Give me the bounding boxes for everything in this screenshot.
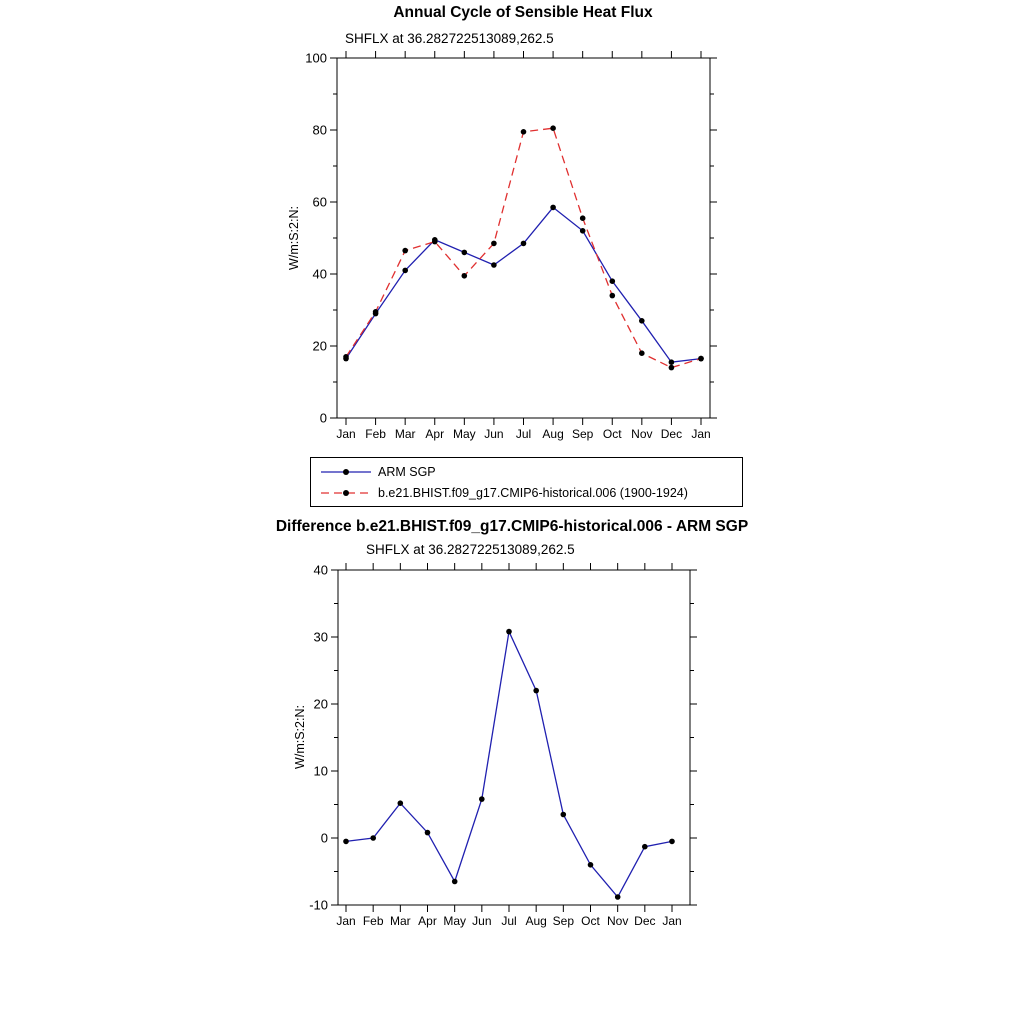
annual-cycle-title: Annual Cycle of Sensible Heat Flux [393, 4, 653, 21]
data-point-marker [550, 205, 556, 211]
legend [310, 457, 743, 507]
data-point-marker [343, 354, 349, 360]
data-point-marker [588, 862, 594, 868]
data-point-marker [639, 318, 645, 324]
difference-subtitle: SHFLX at 36.282722513089,262.5 [366, 542, 575, 557]
x-tick-label: May [452, 427, 476, 441]
x-tick-label: Oct [581, 914, 600, 928]
annual-cycle-y-axis-label: W/m:S:2:N: [287, 206, 301, 270]
legend-entry-arm-sgp [319, 461, 736, 482]
data-point-marker [550, 125, 556, 131]
x-tick-label: Apr [418, 914, 437, 928]
x-tick-label: Jun [472, 914, 492, 928]
x-tick-label: Jan [691, 427, 711, 441]
x-tick-label: Aug [525, 914, 547, 928]
x-tick-label: May [443, 914, 467, 928]
legend-label-arm-sgp: ARM SGP [378, 464, 436, 479]
legend-line-sample-dashed [319, 487, 373, 499]
legend-entry-model [319, 483, 736, 504]
data-point-marker [343, 839, 349, 845]
x-tick-label: Jul [515, 427, 532, 441]
x-tick-label: Jul [501, 914, 517, 928]
data-point-marker [669, 839, 675, 845]
legend-marker-dot-icon [343, 490, 349, 496]
data-point-marker [425, 830, 431, 836]
plot-1 [305, 51, 717, 442]
data-point-marker [402, 268, 408, 274]
tick-labels [305, 51, 710, 442]
legend-line-sample-solid [319, 466, 373, 478]
x-tick-label: Feb [362, 914, 384, 928]
y-tick-label: 0 [319, 410, 327, 426]
data-point-marker [610, 293, 616, 299]
data-point-marker [370, 835, 376, 841]
data-point-marker [642, 844, 648, 850]
y-tick-label: 80 [312, 122, 327, 138]
x-tick-label: Mar [389, 914, 411, 928]
data-point-marker [669, 365, 675, 371]
x-tick-label: Sep [571, 427, 594, 441]
x-tick-label: Feb [365, 427, 386, 441]
data-point-marker [639, 350, 645, 356]
series-difference [343, 629, 675, 900]
tick-labels [309, 563, 681, 929]
data-point-marker [462, 250, 468, 256]
x-tick-label: Nov [606, 914, 629, 928]
y-tick-label: -10 [309, 897, 328, 913]
x-tick-label: Mar [394, 427, 416, 441]
data-point-marker [533, 688, 539, 694]
y-tick-label: 20 [312, 338, 327, 354]
x-tick-label: Apr [425, 427, 445, 441]
x-tick-label: Oct [602, 427, 622, 441]
x-tick-label: Jan [662, 914, 682, 928]
legend-marker-dot-icon [343, 469, 349, 475]
x-tick-label: Aug [542, 427, 564, 441]
data-point-marker [402, 248, 408, 254]
difference-y-axis-label: W/m:S:2:N: [293, 705, 307, 769]
x-tick-label: Dec [660, 427, 683, 441]
axes [331, 563, 697, 912]
data-point-marker [610, 278, 616, 284]
y-tick-label: 40 [313, 562, 328, 578]
data-point-marker [491, 241, 497, 247]
axes [330, 51, 717, 425]
difference-title: Difference b.e21.BHIST.f09_g17.CMIP6-historical.006 - ARM SGP [275, 518, 749, 535]
y-tick-label: 0 [320, 830, 328, 846]
data-point-marker [521, 241, 527, 247]
x-tick-label: Sep [552, 914, 575, 928]
data-point-marker [462, 273, 468, 279]
data-point-marker [580, 228, 586, 234]
y-tick-label: 30 [313, 629, 328, 645]
y-tick-label: 100 [305, 50, 327, 66]
x-tick-label: Nov [631, 427, 653, 441]
data-point-marker [398, 800, 404, 806]
x-tick-label: Dec [634, 914, 656, 928]
series-b-e21-bhist-f09-g17-cmip6-historical-006-1900-1924 [343, 125, 704, 370]
x-tick-label: Jan [336, 914, 356, 928]
data-point-marker [521, 129, 527, 135]
data-point-marker [615, 894, 621, 900]
plot-2 [309, 563, 697, 929]
y-tick-label: 60 [312, 194, 327, 210]
data-point-marker [479, 796, 485, 802]
data-point-marker [491, 262, 497, 268]
y-tick-label: 10 [313, 763, 328, 779]
annual-cycle-subtitle: SHFLX at 36.282722513089,262.5 [345, 31, 554, 46]
data-point-marker [580, 215, 586, 221]
series-arm-sgp [343, 205, 704, 365]
data-point-marker [669, 359, 675, 365]
data-point-marker [373, 309, 379, 315]
data-point-marker [698, 356, 704, 362]
data-point-marker [432, 239, 438, 245]
legend-label-model: b.e21.BHIST.f09_g17.CMIP6-historical.006 (1900-1924) [378, 486, 688, 501]
y-tick-label: 20 [313, 696, 328, 712]
data-point-marker [452, 879, 458, 885]
data-point-marker [561, 812, 567, 818]
y-tick-label: 40 [312, 266, 327, 282]
x-tick-label: Jun [484, 427, 504, 441]
x-tick-label: Jan [336, 427, 356, 441]
data-point-marker [506, 629, 512, 635]
